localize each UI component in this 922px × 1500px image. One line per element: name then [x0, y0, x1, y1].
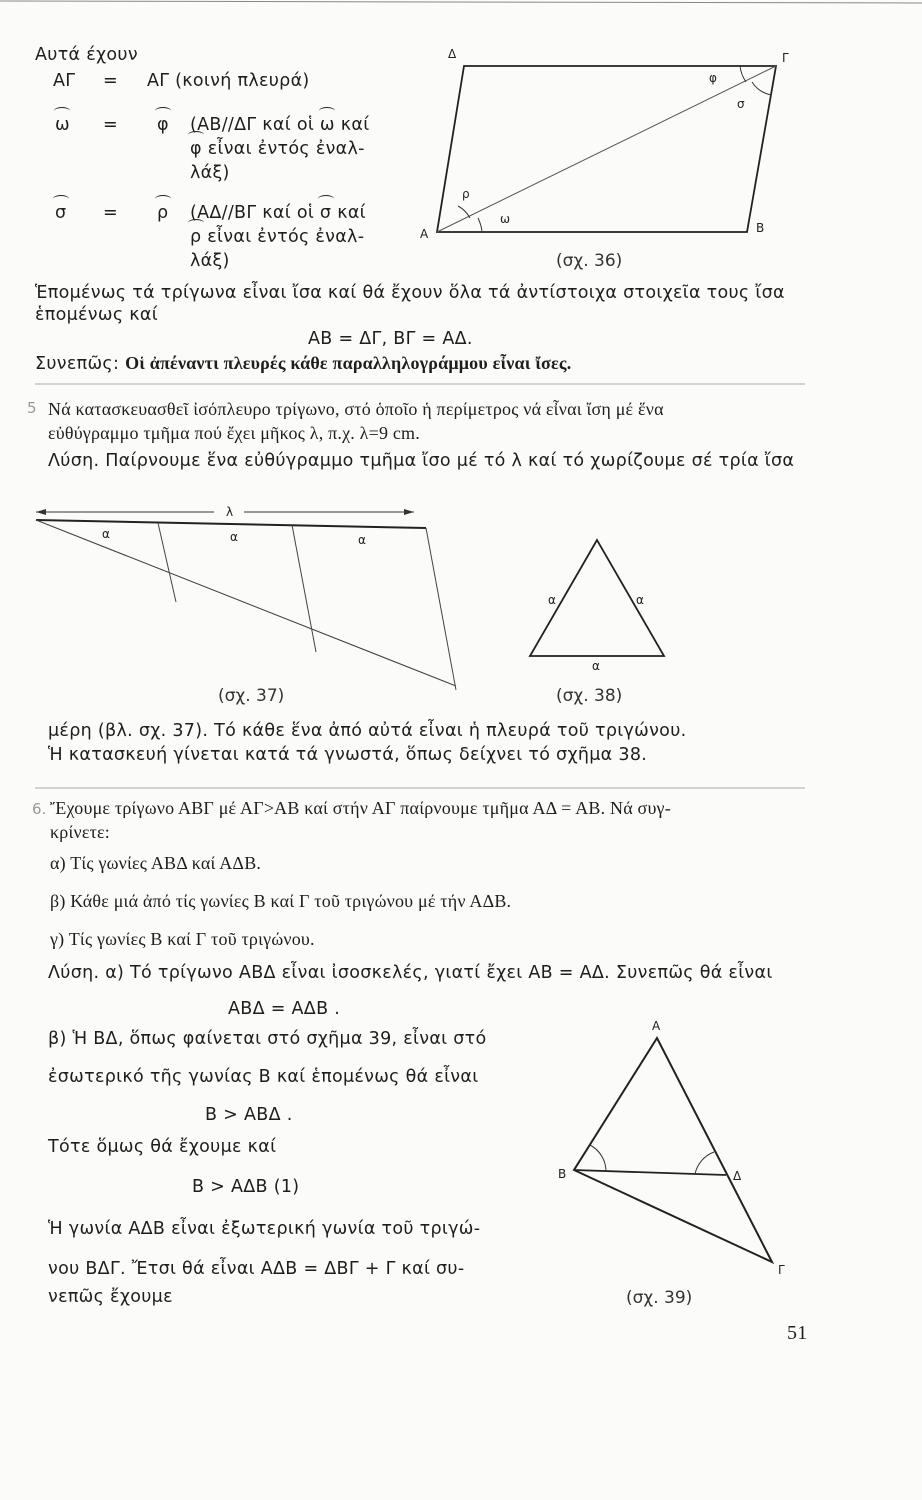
fig36-label-a: Α — [420, 227, 429, 241]
segment-bd — [574, 1170, 726, 1175]
ex6-solution-b-line2: ἐσωτερικό τῆς γωνίας Β καί ἑπομένως θά εἶναι — [48, 1067, 479, 1087]
eq3-right: ρ — [157, 203, 169, 223]
conclusion-line1: Ἑπομένως τά τρίγωνα εἶναι ἴσα καί θά ἔχουν ὅλα τά ἀντίστοιχα στοιχεῖα τους ἴσα — [35, 283, 785, 303]
ex6-equation-a: ΑΒΔ = ΑΔΒ . — [228, 999, 341, 1019]
fig38-side-label-left: α — [548, 593, 556, 607]
ex6-problem-line1: Ἔχουμε τρίγωνο ΑΒΓ μέ ΑΓ>ΑΒ καί στήν ΑΓ παίρνουμε τμῆμα ΑΔ = ΑΒ. Νά συγ- — [50, 798, 671, 818]
fig36-label-sigma: σ — [737, 97, 745, 111]
ex5-problem-line2: εὐθύγραμμο τμῆμα πού ἔχει μῆκος λ, π.χ. λ=9 cm. — [48, 423, 420, 443]
ex6-equation-b2: Β > ΑΔΒ (1) — [192, 1177, 300, 1197]
eq3-note-line3: λάξ) — [190, 251, 230, 271]
fig37-caption: (σχ. 37) — [218, 686, 285, 706]
fig36-label-omega: ω — [500, 212, 511, 226]
exercise-6-number: 6. — [32, 800, 47, 818]
ex6-exterior-line2: νου ΒΔΓ. Ἔτσι θά εἶναι ΑΔΒ = ΔΒΓ + Γ καί συ- — [48, 1259, 465, 1279]
theorem-line: Συνεπῶς: Οἱ ἀπέναντι πλευρές κάθε παραλληλογράμμου εἶναι ἴσες. — [35, 353, 572, 374]
ex6-exterior-line1: Ἡ γωνία ΑΔΒ εἶναι ἐξωτερική γωνία τοῦ τριγώ- — [48, 1219, 481, 1239]
fig36-label-b: Β — [756, 221, 765, 235]
eq2-equals: = — [103, 115, 118, 135]
eq3-note-line2: ρ εἶναι ἐντός ἐναλ- — [190, 227, 365, 247]
fig38-caption: (σχ. 38) — [556, 686, 623, 706]
fig38-side-label-bottom: α — [592, 659, 600, 673]
eq1-equals: = — [103, 71, 118, 91]
fig39-label-d: Δ — [733, 1169, 742, 1183]
eq2-left: ω — [55, 115, 70, 135]
ex6-equation-b1: Β > ΑΒΔ . — [205, 1105, 293, 1125]
fig38-side-label-right: α — [636, 593, 644, 607]
fig39-label-b: Β — [558, 1167, 567, 1181]
eq2-right: φ — [157, 115, 169, 135]
ex6-item-b: β) Κάθε μιά ἀπό τίς γωνίες Β καί Γ τοῦ τριγώνου μέ τήν ΑΔΒ. — [50, 891, 512, 911]
eq1-right: ΑΓ (κοινή πλευρά) — [147, 71, 310, 91]
fig37-lambda-label: λ — [226, 505, 234, 519]
fig36-label-g: Γ — [782, 51, 789, 65]
ex6-item-a: α) Τίς γωνίες ΑΒΔ καί ΑΔΒ. — [50, 853, 262, 873]
fig39-caption: (σχ. 39) — [626, 1288, 693, 1308]
triangle-abg — [574, 1038, 772, 1262]
ex6-item-c: γ) Τίς γωνίες Β καί Γ τοῦ τριγώνου. — [50, 929, 315, 949]
fig39-label-a: Α — [652, 1019, 661, 1033]
fig37-seg-label-2: α — [230, 530, 238, 544]
angle-abd-arc — [590, 1145, 606, 1172]
eq2-note-line1: (ΑΒ//ΔΓ καί οἱ ω καί — [190, 115, 370, 135]
eq3-equals: = — [103, 203, 118, 223]
fig36-label-rho: ρ — [462, 187, 470, 201]
exercise-5-number: 5 — [27, 399, 37, 417]
angle-adb-arc — [695, 1152, 714, 1174]
ex5-solution-line2: μέρη (βλ. σχ. 37). Τό κάθε ἕνα ἀπό αὐτά εἶναι ἡ πλευρά τοῦ τριγώνου. — [48, 721, 687, 741]
fig36-label-phi: φ — [709, 71, 717, 85]
fig39-label-g: Γ — [778, 1263, 785, 1277]
intro-text: Αυτά έχουν — [35, 45, 138, 65]
eq2-note-line3: λάξ) — [190, 163, 230, 183]
eq2-note-line2: φ εἶναι ἐντός ἐναλ- — [190, 139, 365, 159]
eq3-note-line1: (ΑΔ//ΒΓ καί οἱ σ καί — [190, 203, 366, 223]
ex6-then: Τότε ὅμως θά ἔχουμε καί — [48, 1137, 277, 1157]
ex6-solution-b-line1: β) Ἡ ΒΔ, ὅπως φαίνεται στό σχῆμα 39, εἶναι στό — [48, 1029, 487, 1049]
ex5-solution-line3: Ἡ κατασκευή γίνεται κατά τά γνωστά, ὅπως δείχνει τό σχῆμα 38. — [48, 745, 648, 765]
fig37-seg-label-3: α — [358, 533, 366, 547]
fig37-seg-label-1: α — [102, 527, 110, 541]
fig36-label-d: Δ — [448, 47, 457, 61]
ex5-problem-line1: Νά κατασκευασθεῖ ἰσόπλευρο τρίγωνο, στό ὁποῖο ἡ περίμετρος νά εἶναι ἴση μέ ἕνα — [48, 399, 664, 419]
equalities: ΑΒ = ΔΓ, ΒΓ = ΑΔ. — [308, 329, 473, 349]
eq1-left: ΑΓ — [53, 71, 76, 91]
ex6-exterior-line3: νεπῶς ἔχουμε — [48, 1287, 173, 1307]
fig36-caption: (σχ. 36) — [556, 251, 623, 271]
ex6-solution-a: Λύση. α) Τό τρίγωνο ΑΒΔ εἶναι ἰσοσκελές, γιατί ἔχει ΑΒ = ΑΔ. Συνεπῶς θά εἶναι — [48, 963, 773, 983]
eq3-left: σ — [55, 203, 67, 223]
conclusion-line2: ἑπομένως καί — [35, 305, 158, 325]
ex6-problem-line2: κρίνετε: — [50, 822, 110, 842]
page-number: 51 — [787, 1322, 808, 1344]
ex5-solution-line1: Λύση. Παίρνουμε ἕνα εὐθύγραμμο τμῆμα ἴσο μέ τό λ καί τό χωρίζουμε σέ τρία ἴσα — [48, 451, 795, 471]
